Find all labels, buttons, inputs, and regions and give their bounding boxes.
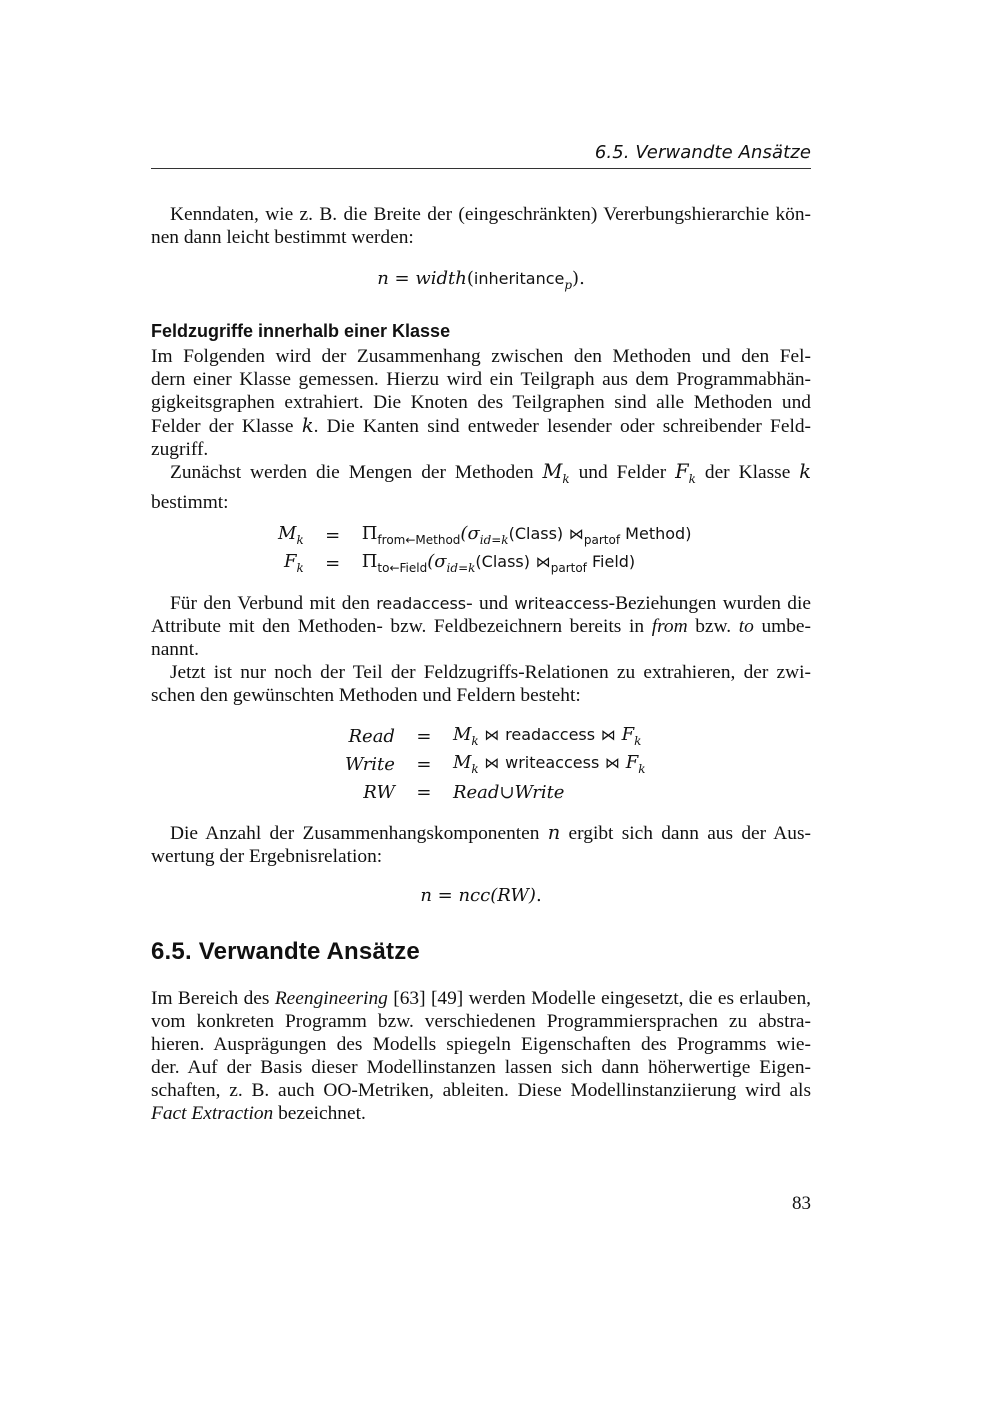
math-subscript: k — [688, 472, 696, 486]
text-line — [151, 615, 811, 638]
math-var: n — [547, 821, 561, 844]
emphasis: Reengineering — [274, 988, 388, 1009]
relation-name: (Class) — [508, 524, 564, 543]
intro-paragraph — [151, 203, 811, 249]
math-subscript: id=k — [479, 533, 509, 547]
page-number: 83 — [792, 1193, 811, 1214]
text-span: - und — [466, 593, 515, 614]
eq-relation: = — [437, 885, 453, 906]
text-span: Zunächst werden die Mengen der Methoden — [170, 462, 543, 483]
math-subscript: k — [562, 472, 570, 486]
eq-argument: inheritance — [473, 269, 565, 288]
math-var: F — [283, 551, 297, 572]
text-span: Im Bereich des — [151, 988, 275, 1009]
equation-row — [345, 750, 646, 778]
eq-relation: = — [416, 753, 432, 775]
equation-row — [278, 549, 691, 577]
eq-lhs: Read — [348, 725, 395, 747]
math-subscript: from←Method — [377, 533, 461, 547]
text-line: schaften, z. B. auch OO-Metriken, ableiten. Diese Modellinstanziierung wird als — [151, 1080, 811, 1101]
math-var: M — [542, 460, 563, 483]
math-op: Π — [361, 523, 378, 544]
text-span: Felder der Klasse — [151, 416, 302, 437]
eq-symbol: . — [535, 885, 542, 906]
math-subscript: k — [638, 762, 646, 776]
math-subscript: k — [296, 561, 304, 575]
text-span: der Klasse — [695, 462, 800, 483]
running-head: 6.5. Verwandte Ansätze — [594, 142, 811, 163]
relation-name: writeaccess — [505, 753, 600, 772]
eq-relation: = — [416, 725, 432, 747]
text-line: gigkeitsgraphen extrahiert. Die Knoten des Teilgraphen sind alle Methoden und — [151, 392, 811, 413]
text-line: Jetzt ist nur noch der Teil der Feldzugriffs-Relationen zu extrahieren, der zwi- — [170, 662, 811, 683]
paragraph-1 — [151, 345, 811, 461]
math-subscript: partof — [550, 561, 587, 575]
emphasis: from — [651, 616, 688, 637]
math-subscript: to←Field — [377, 561, 428, 575]
eq-lhs — [278, 521, 318, 549]
text-line — [151, 414, 811, 438]
paragraph-6 — [151, 987, 811, 1125]
union-symbol: ∪ — [499, 781, 515, 803]
section-heading: 6.5. Verwandte Ansätze — [151, 938, 420, 965]
eq-rhs — [348, 521, 692, 549]
math-subscript: k — [296, 533, 304, 547]
eq-lhs: RW — [363, 781, 395, 803]
text-line: hieren. Ausprägungen des Modells spiegeln Eigenschaften des Programms wie- — [151, 1034, 811, 1055]
eq-symbol: ). — [572, 268, 585, 289]
eq-symbol: = — [394, 268, 410, 289]
math-op: (σ — [427, 551, 447, 572]
text-line — [151, 1102, 811, 1125]
equation-ncc — [151, 885, 811, 906]
text-line: Kenndaten, wie z. B. die Breite der (eingeschränkten) Vererbungshierarchie kön- — [170, 204, 811, 225]
equation-row — [345, 722, 646, 750]
text-line — [151, 987, 811, 1010]
eq-rhs — [439, 750, 646, 778]
text-line: vom konkreten Programm bzw. verschiedenen Programmiersprachen zu abstra- — [151, 1011, 811, 1032]
text-line — [151, 821, 811, 845]
text-span: umbe- — [753, 616, 811, 637]
relation-name: writeaccess — [514, 594, 609, 613]
math-op: Π — [361, 551, 378, 572]
math-subscript: k — [471, 734, 479, 748]
header-rule — [151, 168, 811, 169]
math-var: k — [799, 460, 812, 483]
equation-row — [278, 521, 691, 549]
paragraph-5 — [151, 821, 811, 868]
text-line: zugriff. — [151, 439, 209, 460]
text-line — [151, 460, 811, 491]
emphasis: Fact Extraction — [151, 1103, 274, 1124]
eq-symbol: n — [377, 268, 389, 289]
equation-row — [345, 778, 646, 806]
equation-projection — [278, 521, 691, 577]
text-line: nen dann leicht bestimmt werden: — [151, 227, 414, 248]
math-subscript: partof — [583, 533, 621, 547]
text-span: bzw. — [687, 616, 739, 637]
math-var: k — [301, 414, 314, 437]
math-subscript: id=k — [446, 561, 476, 575]
equation-width — [151, 268, 811, 292]
eq-relation: = — [325, 524, 341, 546]
paragraph-3 — [151, 592, 811, 661]
join-symbol: ⋈ — [605, 754, 621, 772]
relation-name: Method) — [620, 524, 692, 543]
math-var: M — [452, 752, 472, 773]
eq-lhs — [278, 549, 318, 577]
emphasis: to — [738, 616, 754, 637]
eq-rhs — [348, 549, 692, 577]
eq-rhs: ncc(RW) — [458, 885, 536, 906]
text-line: dern einer Klasse gemessen. Hierzu wird ein Teilgraph aus dem Programmabhän- — [151, 369, 811, 390]
text-span: bezeichnet. — [273, 1103, 366, 1124]
text-span: Für den Verbund mit den — [170, 593, 377, 614]
eq-relation: = — [325, 552, 341, 574]
math-var: F — [625, 752, 639, 773]
text-span: -Beziehungen wurden die — [608, 593, 811, 614]
text-span: ergibt sich dann aus der Aus- — [560, 823, 811, 844]
relation-name: (Class) — [475, 552, 530, 571]
math-var: M — [278, 523, 297, 544]
text-line: wertung der Ergebnisrelation: — [151, 846, 383, 867]
math-var: M — [452, 724, 472, 745]
text-line — [151, 592, 811, 615]
join-symbol: ⋈ — [568, 525, 584, 543]
eq-rhs — [439, 778, 646, 806]
math-subscript: k — [634, 734, 642, 748]
relation-name: readaccess — [376, 594, 467, 613]
text-line: Im Folgenden wird der Zusammenhang zwischen den Methoden und den Fel- — [151, 346, 811, 367]
math-op: (σ — [460, 523, 480, 544]
math-var: n — [420, 885, 432, 906]
math-subscript: k — [471, 762, 479, 776]
text-span: und Felder — [569, 462, 676, 483]
eq-rhs — [439, 722, 646, 750]
join-symbol: ⋈ — [535, 553, 551, 571]
relation-name: Field) — [586, 552, 636, 571]
paragraph-2 — [151, 460, 811, 514]
math-var: F — [675, 460, 689, 483]
text-line: nannt. — [151, 639, 199, 660]
join-symbol: ⋈ — [484, 726, 500, 744]
text-span: Die Anzahl der Zusammenhangskomponenten — [170, 823, 548, 844]
eq-function: width — [415, 268, 467, 289]
text-line: der. Auf der Basis dieser Modellinstanzen lassen sich dann höherwertige Eigen- — [151, 1057, 811, 1078]
text-span: . Die Kanten sind entweder lesender oder schreibender Feld- — [313, 416, 811, 437]
math-var: Read — [452, 781, 500, 803]
eq-subscript: p — [564, 278, 573, 292]
relation-name: readaccess — [505, 725, 596, 744]
text-span: Attribute mit den Methoden- bzw. Feldbezeichnern bereits in — [151, 616, 652, 637]
math-var: F — [621, 724, 635, 745]
paragraph-4 — [151, 661, 811, 707]
eq-paren: ( — [466, 268, 474, 289]
text-line: bestimmt: — [151, 492, 229, 513]
text-line: schen den gewünschten Methoden und Feldern besteht: — [151, 685, 581, 706]
eq-lhs: Write — [345, 753, 395, 775]
equation-rw — [345, 722, 646, 806]
math-var: Write — [514, 781, 565, 803]
subsection-heading: Feldzugriffe innerhalb einer Klasse — [151, 321, 451, 341]
join-symbol: ⋈ — [484, 754, 500, 772]
join-symbol: ⋈ — [600, 726, 616, 744]
paper-page — [151, 0, 811, 1414]
eq-relation: = — [416, 781, 432, 803]
text-span: [63] [49] werden Modelle eingesetzt, die es erlauben, — [387, 988, 811, 1009]
